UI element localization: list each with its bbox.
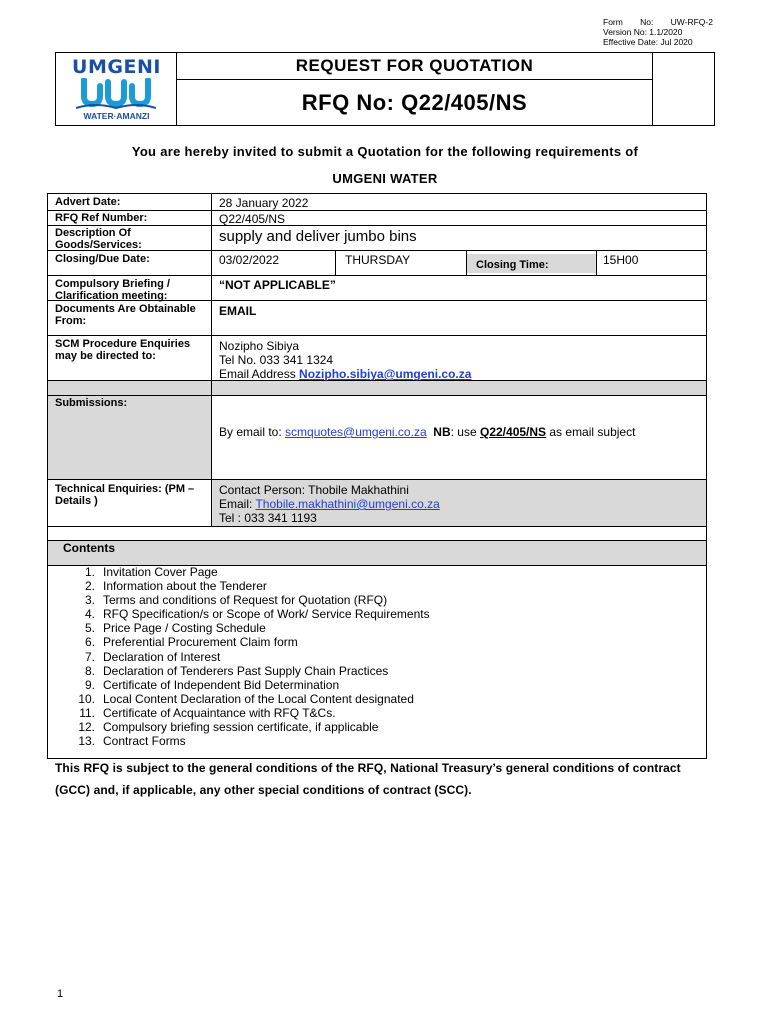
contents-item-number: 11. — [79, 705, 95, 720]
shaded-row-1 — [48, 380, 706, 396]
contents-heading-shade — [48, 540, 706, 565]
contents-item-number: 3. — [84, 593, 95, 608]
contents-item — [70, 635, 430, 649]
contents-heading: Contents — [63, 541, 115, 555]
form-label: Form — [603, 17, 623, 27]
contents-item-number: 7. — [84, 649, 95, 664]
contents-item-text: Compulsory briefing session certificate, if applicable — [103, 720, 379, 735]
closing-date-value: 03/02/2022 — [219, 253, 280, 267]
submissions-use: : use — [450, 425, 480, 439]
contents-item-number: 10. — [78, 691, 95, 706]
contents-item-text: Certificate of Independent Bid Determination — [103, 677, 340, 692]
submissions-ref: Q22/405/NS — [480, 425, 547, 439]
contents-item-number: 1. — [84, 565, 95, 579]
contents-item-number: 4. — [84, 607, 95, 622]
documents-label: Documents Are Obtainable From: — [55, 303, 196, 327]
contents-list — [70, 565, 430, 748]
water-logo-icon — [76, 78, 156, 110]
closing-time-label: Closing Time: — [476, 259, 549, 271]
contents-item — [70, 720, 430, 734]
tech-email-link[interactable]: Thobile.makhathini@umgeni.co.za — [255, 497, 440, 511]
contents-item-number: 6. — [84, 635, 95, 650]
tech-contact-tel: Tel : 033 341 1193 — [219, 511, 317, 525]
contents-item — [70, 650, 430, 664]
scm-contact-email-line — [219, 367, 471, 381]
submissions-label: Submissions: — [55, 397, 128, 409]
logo-wordmark: UMGENI — [72, 56, 161, 78]
contents-item-text: Invitation Cover Page — [103, 565, 218, 579]
contents-item-text: Certificate of Acquaintance with RFQ T&Cs. — [103, 705, 336, 720]
rfq-details-table — [47, 193, 707, 759]
version-number: Version No: 1.1/2020 — [603, 27, 683, 37]
nb-label: NB — [433, 425, 451, 439]
contents-item-text: Terms and conditions of Request for Quotation (RFQ) — [103, 593, 388, 608]
contents-item-text: Contract Forms — [103, 734, 186, 749]
form-info — [603, 17, 713, 47]
logo-cell — [56, 53, 177, 125]
contents-item-text: Declaration of Tenderers Past Supply Chain Practices — [103, 663, 389, 678]
rfq-ref-value: Q22/405/NS — [219, 212, 286, 226]
effective-date: Effective Date: Jul 2020 — [603, 37, 693, 47]
contents-item-number: 8. — [84, 663, 95, 678]
logo-subtitle: WATER·AMANZI — [83, 111, 150, 121]
scm-contact-tel: Tel No. 033 341 1324 — [219, 353, 334, 367]
contents-item-number: 2. — [84, 579, 95, 594]
contents-item-text: Local Content Declaration of the Local Content designated — [103, 691, 414, 706]
rfq-number: RFQ No: Q22/405/NS — [301, 90, 528, 115]
tech-contact-person: Contact Person: Thobile Makhathini — [219, 483, 409, 497]
contents-item-number: 13. — [78, 734, 95, 749]
contents-item — [70, 579, 430, 593]
contents-item-text: RFQ Specification/s or Scope of Work/ Service Requirements — [103, 607, 430, 622]
submissions-suffix: as email subject — [546, 425, 636, 439]
briefing-value: “NOT APPLICABLE” — [219, 278, 336, 292]
contents-item-number: 12. — [78, 720, 95, 735]
description-value: supply and deliver jumbo bins — [219, 228, 417, 245]
contents-item — [70, 678, 430, 692]
scm-contact-name: Nozipho Sibiya — [219, 339, 300, 353]
form-number: UW-RFQ-2 — [670, 17, 713, 27]
tech-contact-email-line — [219, 497, 440, 511]
tech-email-prefix: Email: — [219, 497, 256, 511]
contents-item-number: 5. — [84, 621, 95, 636]
submissions-email-link[interactable]: scmquotes@umgeni.co.za — [285, 425, 427, 439]
contents-item — [70, 706, 430, 720]
contents-item — [70, 692, 430, 706]
contents-item — [70, 607, 430, 621]
contents-item-text: Price Page / Costing Schedule — [103, 621, 266, 636]
contents-item — [70, 664, 430, 678]
closing-day-value: THURSDAY — [345, 253, 411, 267]
scm-email-link[interactable]: Nozipho.sibiya@umgeni.co.za — [299, 367, 472, 381]
contents-item-text: Preferential Procurement Claim form — [103, 635, 298, 650]
advert-date-label: Advert Date: — [55, 196, 121, 208]
form-no-label: No: — [640, 17, 654, 27]
submissions-instructions — [219, 425, 635, 439]
contents-item-text: Declaration of Interest — [103, 649, 221, 664]
briefing-label: Compulsory Briefing / Clarification meeting: — [55, 278, 170, 302]
document-header — [55, 52, 715, 126]
conditions-line-2: (GCC) and, if applicable, any other special conditions of contract (SCC). — [55, 783, 472, 797]
submissions-prefix: By email to: — [219, 425, 286, 439]
closing-time-value: 15H00 — [603, 253, 639, 267]
company-name: UMGENI WATER — [332, 171, 438, 186]
invitation-text: You are hereby invited to submit a Quotation for the following requirements of — [131, 144, 639, 159]
scm-email-prefix: Email Address — [219, 367, 300, 381]
contents-item — [70, 593, 430, 607]
page-number: 1 — [57, 988, 64, 1000]
contents-item — [70, 621, 430, 635]
conditions-line-1: This RFQ is subject to the general conditions of the RFQ, National Treasury’s general conditions of contract — [55, 761, 681, 775]
rfq-ref-label: RFQ Ref Number: — [55, 212, 148, 224]
advert-date-value: 28 January 2022 — [219, 196, 309, 210]
technical-enquiries-label: Technical Enquiries: (PM – Details ) — [55, 483, 195, 507]
contents-item-number: 9. — [84, 677, 95, 692]
contents-item-text: Information about the Tenderer — [103, 579, 267, 594]
closing-date-label: Closing/Due Date: — [55, 253, 150, 265]
document-title: REQUEST FOR QUOTATION — [177, 53, 652, 80]
contents-item — [70, 734, 430, 748]
documents-value: EMAIL — [219, 304, 257, 318]
contents-item — [70, 565, 430, 579]
scm-enquiries-label: SCM Procedure Enquiries may be directed to: — [55, 338, 191, 362]
title-cell — [177, 53, 653, 125]
description-label: Description Of Goods/Services: — [55, 227, 142, 251]
